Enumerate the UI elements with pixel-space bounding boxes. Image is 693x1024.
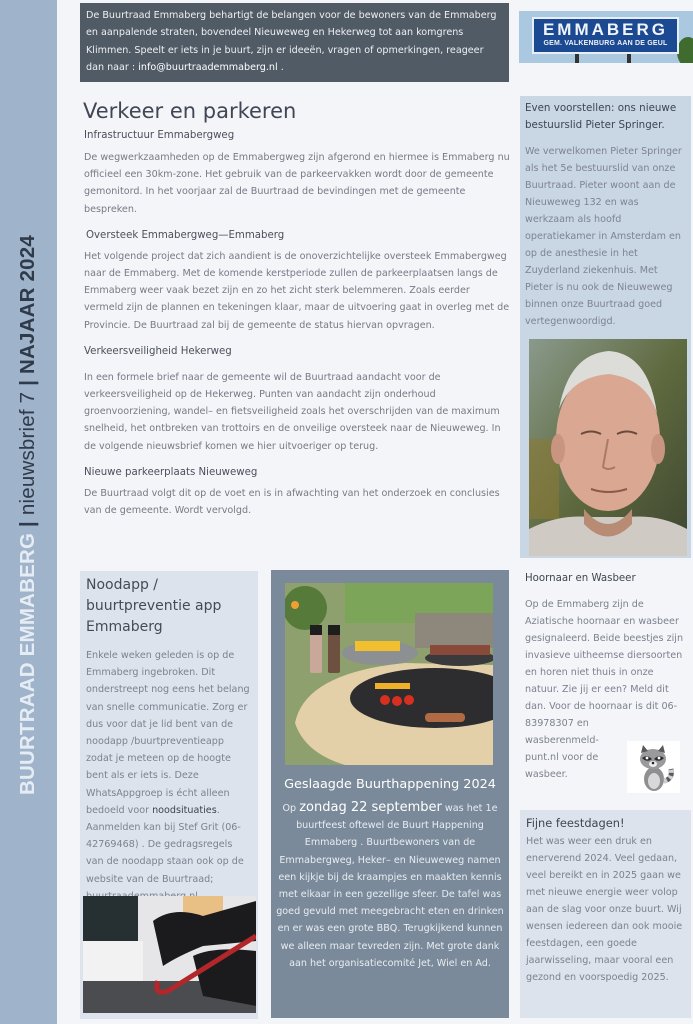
happening-heading: Geslaagde Buurthappening 2024	[284, 777, 496, 792]
noodapp-text-after: . Aanmelden kan bij Stef Grit (06-42769468) . De gedragsregels van de noodapp staan ook op de website van de Buurtraad;	[86, 804, 244, 885]
happening-lead: Op	[282, 803, 300, 814]
portrait-illustration	[529, 339, 687, 556]
feestdagen-heading: Fijne feestdagen!	[526, 816, 625, 830]
section-text: De wegwerkzaamheden op de Emmabergweg zijn afgerond en hiermee is Emmaberg nu officieel een 30km-zone. Het gebruik van de parkeervakken wordt door de gemeente gemonitord. In het voorjaar zal de Buurtraad de bevindingen met de gemeente bespreken.	[84, 152, 510, 215]
raccoon-icon	[627, 741, 680, 793]
section-heading: Verkeersveiligheid Hekerweg	[84, 345, 232, 357]
noodapp-text	[86, 647, 252, 905]
banner-name: BUURTRAAD EMMABERG	[16, 532, 39, 795]
tree-shape	[677, 37, 693, 63]
article-verkeer	[80, 95, 512, 519]
hoornaar-text-end: wasbeer.	[525, 769, 568, 780]
section-text: Het volgende project dat zich aandient is de onoverzichtelijke oversteek Emmabergweg naar de Emmaberg. Met de komende kerstperiode zullen de parkeerplaatsen langs de Emmaberg weer vaak bezet zijn en zo het zicht sterk belemmeren. Zoals eerder vermeld zijn de plannen en tekeningen klaar, maar de uitvoering gaat in overleg met de Provincie. De Buurtraad zal bij de gemeente de status hiervan opvragen.	[84, 250, 510, 331]
hoornaar-heading: Hoornaar en Wasbeer	[525, 573, 636, 584]
burglar-illustration	[83, 896, 256, 1013]
intro-email-link[interactable]: info@buurtraademmaberg.nl	[138, 61, 278, 73]
sign-subtitle: GEM. VALKENBURG AAN DE GEUL	[543, 40, 668, 47]
hoornaar-text-end: punt.nl voor de	[525, 752, 599, 763]
happening-text	[271, 799, 509, 972]
portrait-photo	[529, 339, 687, 556]
sign-title: EMMABERG	[542, 20, 669, 39]
bbq-photo	[285, 583, 493, 765]
feestdagen-text: Het was weer een druk en enerverend 2024. Veel gedaan, veel bereikt en in 2025 gaan we met nieuwe energie weer volop aan de slag voor onze buurt. Wij wensen iedereen dan ook mooie feestdagen, een goede jaarwisseling, maar vooral een gezond en voorspoedig 2025.	[526, 836, 683, 983]
burglar-photo	[83, 896, 256, 1013]
bbq-illustration	[285, 583, 493, 765]
intro-end: .	[277, 61, 284, 73]
side-banner	[0, 0, 57, 1024]
pieter-text: We verwelkomen Pieter Springer als het 5e bestuurslid van onze Buurtraad. Pieter woont aan de Nieuweweg 132 en was werkzaam als hoofd operatiekamer in Amsterdam en op de anesthesie in het Zuyderland ziekenhuis. Met Pieter is nu ook de Nieuweweg binnen onze Buurtraad goed vertegenwoordigd.	[525, 146, 682, 327]
banner-separator: |	[16, 379, 39, 386]
banner-season: NAJAAR 2024	[16, 235, 39, 374]
section-heading: Nieuwe parkeerplaats Nieuweweg	[84, 466, 258, 478]
section-text: De Buurtraad volgt dit op de voet en is in afwachting van het onderzoek en conclusies van de gemeente. Wordt vervolgd.	[84, 487, 500, 517]
raccoon-illustration	[627, 741, 680, 793]
section-heading: Infrastructuur Emmabergweg	[84, 130, 235, 141]
happening-date: zondag 22 september	[299, 800, 442, 815]
happening-text-block	[271, 771, 509, 972]
article-feestdagen	[520, 810, 691, 1018]
pieter-heading: Even voorstellen: ons nieuwe bestuurslid Pieter Springer.	[525, 102, 677, 131]
noodapp-bold: noodsituaties	[152, 804, 217, 816]
sign-pole	[627, 54, 631, 63]
hoornaar-text-end: wasberenmeld-	[525, 735, 599, 746]
noodapp-text-before: Enkele weken geleden is op de Emmaberg ingebroken. Dit onderstreept nog eens het belang van snelle communicatie. Zorg er dus voor dat je lid bent van de noodapp /buurtpreventieapp zodat je meteen op de hoogte bent als er iets is. Deze WhatsAppgroep is écht alleen bedoeld voor	[86, 650, 250, 816]
section-heading: Oversteek Emmabergweg—Emmaberg	[86, 229, 285, 241]
banner-issue: nieuwsbrief 7	[16, 391, 39, 516]
intro-box	[80, 3, 509, 82]
hoornaar-text-main: Op de Emmaberg zijn de Aziatische hoornaar en wasbeer gesignaleerd. Beide beestjes zijn invasieve uitheemse diersoorten en horen niet thuis in onze natuur. Zie jij er een? Meld dit dan. Voor de hoornaar is dit 06-83978307 en	[525, 599, 684, 729]
intro-text: De Buurtraad Emmaberg behartigt de belangen voor de bewoners van de Emmaberg en aanpalende straten, bovendeel Nieuweweg en Hekerweg tot aan komgrens Klimmen. Speelt er iets in je buurt, zijn er ideeën, vragen of opmerkingen, reageer dan naar :	[86, 10, 497, 73]
sign-plate	[532, 17, 679, 54]
happening-body: was het 1e buurtfeest oftewel de Buurt Happening Emmaberg . Buurtbewoners van de Emmabergweg, Heker– en Nieuweweg namen een kijkje bij de kraampjes en maakten kennis met elkaar in een gezellige sfeer. De tafel was goed gevuld met meegebracht eten en drinken en er was een grote BBQ. Terugkijkend kunnen we alleen maar tevreden zijn. Met grote dank aan het organisatiecomité Jet, Wiel en Ad.	[276, 803, 504, 969]
town-sign-photo	[519, 11, 693, 63]
section-text: In een formele brief naar de gemeente wil de Buurtraad aandacht voor de verkeersveiligheid op de Hekerweg. Punten van aandacht zijn onderhoud groenvoorziening, wandel– en fietsveiligheid zoals het overschrijden van de maximum snelheid, het ontbreken van trottoirs en de onveilige oversteek naar de Nieuweweg. In de volgende nieuwsbrief komen we hier uitvoeriger op terug.	[84, 371, 501, 452]
banner-separator: |	[16, 521, 39, 527]
article-title: Verkeer en parkeren	[83, 99, 297, 123]
sign-pole	[575, 54, 579, 63]
noodapp-heading: Noodapp / buurtpreventie app Emmaberg	[86, 577, 222, 635]
